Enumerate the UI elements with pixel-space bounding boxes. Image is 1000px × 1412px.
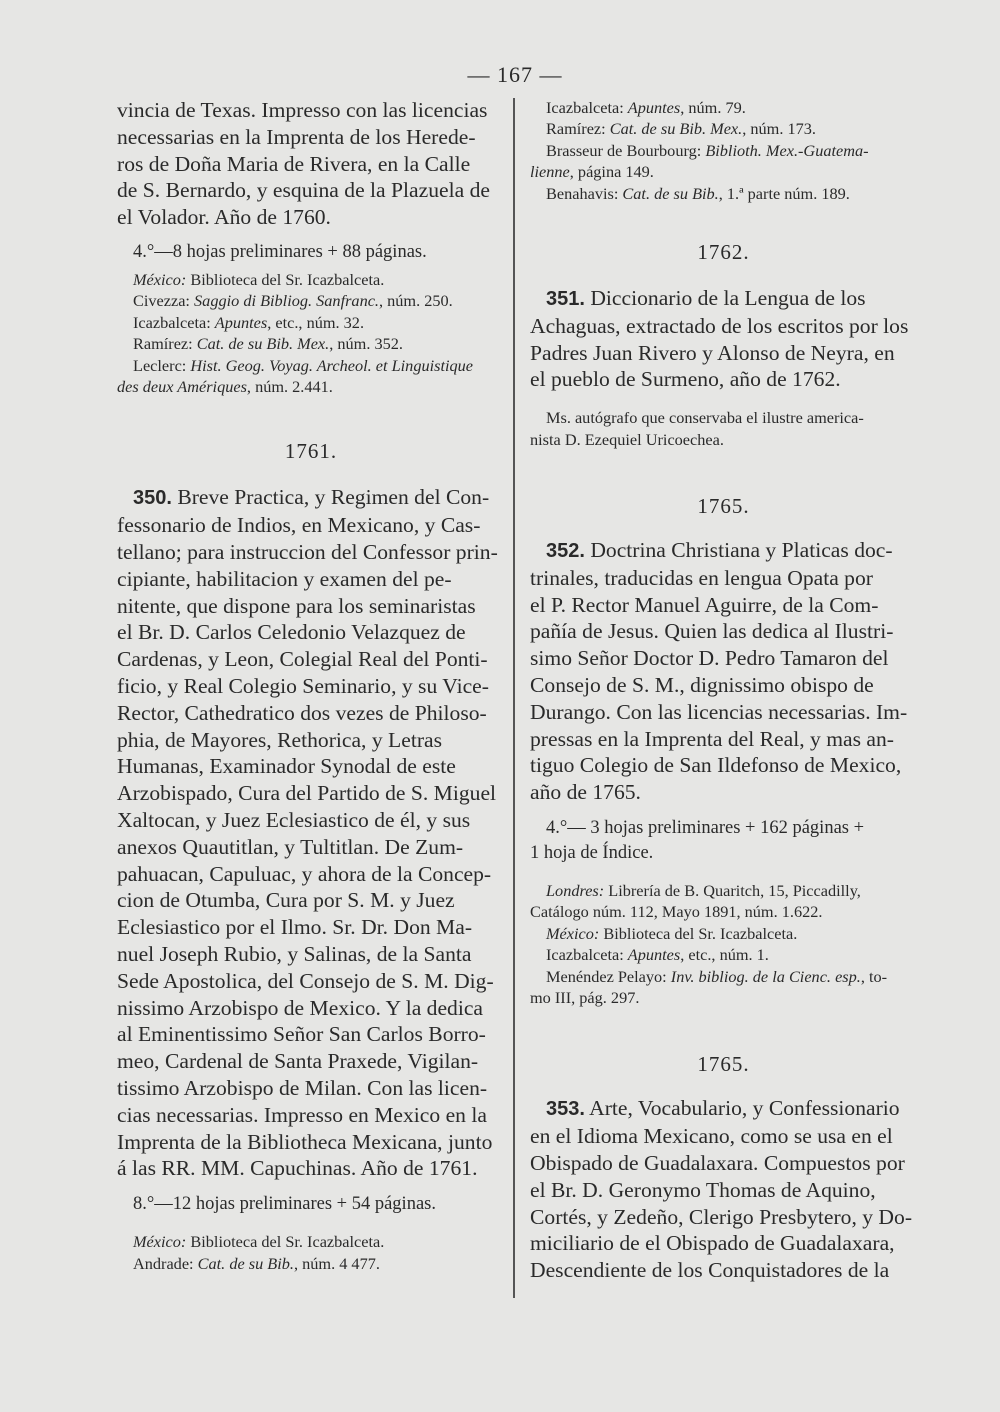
text-line: al Eminentissimo Señor San Carlos Borro- [117, 1022, 486, 1047]
text-line: Sede Apostolica, del Consejo de S. M. Dig- [117, 968, 494, 993]
text-line: pañía de Jesus. Quien las dedica al Ilustri- [530, 619, 894, 644]
text-line: Achaguas, extractado de los escritos por los [530, 313, 909, 338]
text-line: meo, Cardenal de Santa Praxede, Vigilan- [117, 1049, 479, 1074]
references-352 [530, 880, 917, 1008]
text-line: simo Señor Doctor D. Pedro Tamaron del [530, 646, 889, 671]
entry-number: 350. [133, 487, 172, 510]
text-line: Cortés, y Zedeño, Clerigo Presbytero, y Do- [530, 1204, 913, 1229]
text-line: Consejo de S. M., dignissimo obispo de [530, 673, 874, 698]
reference-line: Catálogo núm. 112, Mayo 1891, núm. 1.622. [530, 902, 823, 922]
text-line: nissimo Arzobispo de Mexico. Y la dedica [117, 995, 484, 1020]
text-line: de S. Bernardo, y esquina de la Plazuela de [117, 178, 490, 203]
entry-number: 353. [546, 1098, 585, 1121]
text-line: vincia de Texas. Impresso con las licencias [117, 98, 488, 122]
page-number: — 167 — [467, 62, 563, 87]
text-line: Xaltocan, y Juez Eclesiastico de él, y sus [117, 807, 471, 832]
text-line: trinales, traducidas en lengua Opata por [530, 565, 873, 590]
text-line: el Br. D. Geronymo Thomas de Aquino, [530, 1177, 876, 1202]
reference-line: des deux Amériques, núm. 2.441. [117, 377, 333, 397]
text-line: Durango. Con las licencias necessarias. Im- [530, 699, 908, 724]
text-line: nitente, que dispone para los seminaristas [117, 593, 476, 618]
text-line: Eclesiastico por el Ilmo. Sr. Dr. Don Ma- [117, 915, 473, 940]
references-349-cont [530, 97, 917, 204]
references-349 [117, 269, 505, 397]
left-column [117, 97, 505, 1274]
reference-line: Menéndez Pelayo: Inv. bibliog. de la Cienc. esp., to- [546, 966, 888, 986]
text-line: el P. Rector Manuel Aguirre, de la Com- [530, 592, 879, 617]
text-line: el Br. D. Carlos Celedonio Velazquez de [117, 620, 466, 645]
reference-line: Icazbalceta: Apuntes, núm. 79. [546, 98, 746, 117]
text-line: ficio, y Real Colegio Seminario, y su Vice- [117, 674, 489, 698]
text-line: el pueblo de Surmeno, año de 1762. [530, 367, 841, 392]
text-line: Arzobispado, Cura del Partido de S. Miguel [117, 781, 497, 806]
text-line: fessonario de Indios, en Mexicano, y Cas- [117, 513, 481, 538]
entry-351 [530, 285, 917, 393]
year-heading: 1762. [697, 240, 750, 265]
text-line: cipiante, habilitacion y examen del pe- [117, 566, 452, 591]
note-line: Ms. autógrafo que conservaba el ilustre america- [546, 408, 864, 428]
reference-line: lienne, página 149. [530, 162, 654, 182]
text-line: miciliario de el Obispado de Guadalaxara, [530, 1231, 895, 1256]
text-line: á las RR. MM. Capuchinas. Año de 1761. [117, 1156, 478, 1181]
year-heading: 1765. [697, 494, 750, 519]
year-heading: 1761. [284, 439, 338, 464]
text-line: Obispado de Guadalaxara. Compuestos por [530, 1151, 905, 1176]
text-line: en el Idioma Mexicano, como se usa en el [530, 1124, 893, 1149]
entry-352 [530, 537, 917, 806]
text-line: Descendiente de los Conquistadores de la [530, 1258, 890, 1283]
reference-line: Icazbalceta: Apuntes, etc., núm. 1. [546, 945, 769, 965]
reference-line: Leclerc: Hist. Geog. Voyag. Archeol. et Linguistique [133, 355, 474, 375]
format-line: 8.°—12 hojas preliminares + 54 páginas. [133, 1194, 436, 1215]
text-line: cion de Otumba, Cura por S. M. y Juez [117, 888, 455, 913]
reference-line: Ramírez: Cat. de su Bib. Mex., núm. 173. [546, 119, 816, 139]
text-line: Humanas, Examinador Synodal de este [117, 754, 456, 779]
text-line: 350. Breve Practica, y Regimen del Con- [133, 485, 490, 510]
reference-line: México: Biblioteca del Sr. Icazbalceta. [133, 269, 385, 289]
text-line: el Volador. Año de 1760. [117, 205, 331, 230]
text-line: tiguo Colegio de San Ildefonso de Mexico, [530, 753, 902, 778]
reference-line: Civezza: Saggio di Bibliog. Sanfranc., núm. 250. [133, 291, 453, 311]
reference-line: México: Biblioteca del Sr. Icazbalceta. [133, 1232, 385, 1252]
entry-353 [530, 1095, 917, 1284]
text-line: ros de Doña Maria de Rivera, en la Calle [117, 151, 471, 176]
format-line: 4.°—8 hojas preliminares + 88 páginas. [133, 241, 427, 262]
text-line: phia, de Mayores, Rethorica, y Letras [117, 727, 442, 752]
reference-line: México: Biblioteca del Sr. Icazbalceta. [546, 923, 798, 943]
reference-line: Icazbalceta: Apuntes, etc., núm. 32. [133, 312, 365, 332]
right-column [530, 97, 917, 1284]
note-351 [530, 407, 917, 450]
continued-entry-text [117, 97, 505, 231]
text-line: 352. Doctrina Christiana y Platicas doc- [546, 538, 893, 563]
note-line: nista D. Ezequiel Uricoechea. [530, 429, 724, 449]
format-line: 4.°— 3 hojas preliminares + 162 páginas + [546, 818, 865, 838]
reference-line: Benahavis: Cat. de su Bib., 1.ª parte núm. 189. [546, 183, 850, 203]
format-352 [530, 816, 917, 866]
text-line: tissimo Arzobispo de Milan. Con las licen- [117, 1075, 488, 1100]
text-line: pahuacan, Capuluac, y ahora de la Concep- [117, 861, 492, 886]
text-line: Cardenas, y Leon, Colegial Real del Ponti- [117, 647, 488, 672]
column-divider [513, 98, 515, 1298]
text-line: Rector, Cathedratico dos vezes de Philoso- [117, 700, 487, 725]
reference-line: Brasseur de Bourbourg: Biblioth. Mex.-Guatema- [546, 140, 869, 160]
text-line: anexos Quautitlan, y Tultitlan. De Zum- [117, 834, 464, 859]
entry-number: 351. [546, 288, 585, 311]
text-line: año de 1765. [530, 780, 641, 805]
reference-line: mo III, pág. 297. [530, 988, 640, 1008]
references-350 [117, 1231, 505, 1274]
text-line: necessarias en la Imprenta de los Herede- [117, 124, 476, 149]
text-line: pressas en la Imprenta del Real, y mas an- [530, 726, 894, 751]
format-line: 1 hoja de Índice. [530, 843, 654, 863]
year-heading: 1765. [697, 1052, 750, 1077]
reference-line: Londres: Librería de B. Quaritch, 15, Piccadilly, [546, 881, 861, 900]
reference-line: Andrade: Cat. de su Bib., núm. 4 477. [133, 1253, 380, 1273]
text-line: nuel Joseph Rubio, y Salinas, de la Santa [117, 941, 472, 966]
reference-line: Ramírez: Cat. de su Bib. Mex., núm. 352. [133, 334, 403, 354]
text-line: cias necessarias. Impresso en Mexico en la [117, 1102, 487, 1127]
text-line: 353. Arte, Vocabulario, y Confessionario [546, 1096, 900, 1121]
text-line: Padres Juan Rivero y Alonso de Neyra, en [530, 340, 895, 365]
entry-number: 352. [546, 540, 585, 563]
text-line: Imprenta de la Bibliotheca Mexicana, junto [117, 1129, 493, 1154]
entry-350 [117, 484, 505, 1182]
text-line: tellano; para instruccion del Confessor prin- [117, 540, 498, 565]
text-line: 351. Diccionario de la Lengua de los [546, 286, 866, 311]
